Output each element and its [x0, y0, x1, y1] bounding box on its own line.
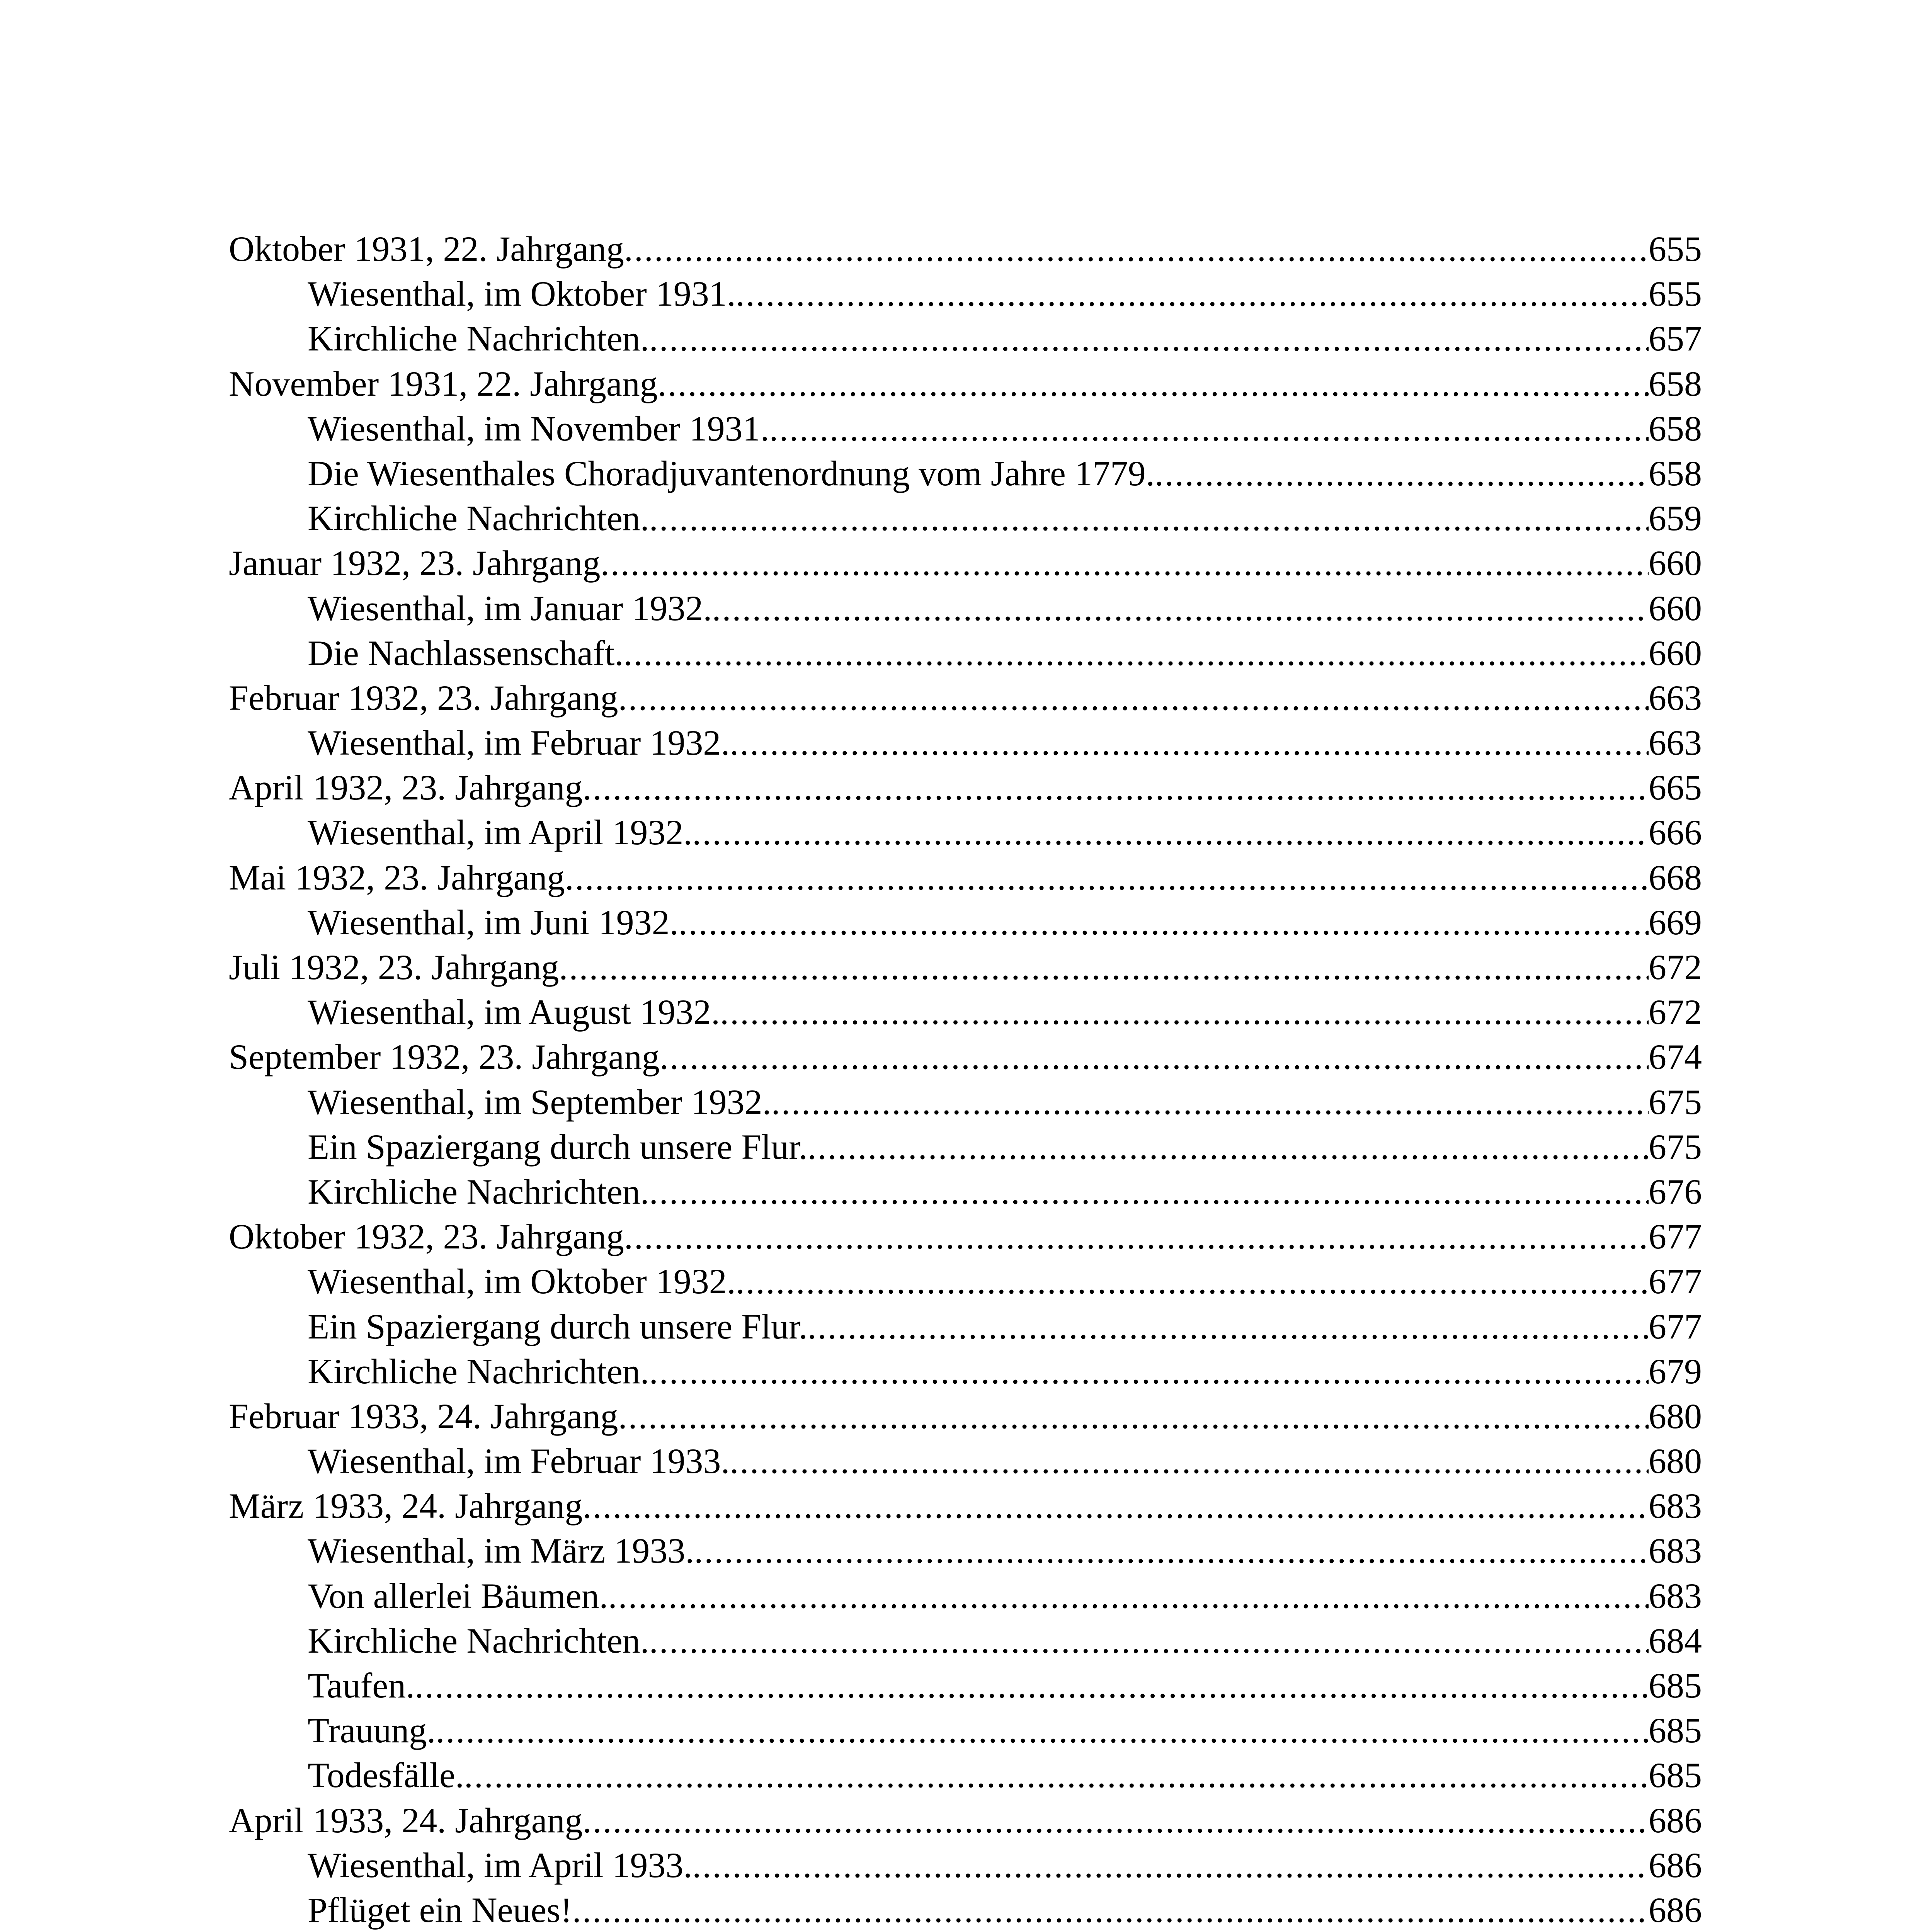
dot-leader — [736, 1259, 1649, 1304]
dot-leader — [601, 541, 1649, 585]
dot-leader — [572, 1888, 1649, 1932]
toc-entry-page: 686 — [1649, 1890, 1702, 1930]
toc-entry-title: Wiesenthal, im April 1933. — [308, 1845, 693, 1885]
dot-leader — [649, 1169, 1649, 1214]
toc-entry-title: Die Nachlassenschaft. — [308, 633, 624, 673]
dot-leader — [415, 1663, 1649, 1708]
toc-entry-page: 659 — [1649, 498, 1702, 538]
toc-entry-title: März 1933, 24. Jahrgang — [229, 1486, 583, 1526]
dot-leader — [618, 1394, 1649, 1439]
toc-entry-title: Oktober 1931, 22. Jahrgang — [229, 229, 624, 269]
dot-leader — [736, 271, 1649, 316]
dot-leader — [583, 1483, 1649, 1528]
toc-entry-title: Oktober 1932, 23. Jahrgang — [229, 1217, 624, 1257]
toc-entry-title: Wiesenthal, im November 1931. — [308, 408, 769, 448]
toc-entry-page: 658 — [1649, 364, 1702, 403]
toc-entry-title: Wiesenthal, im Februar 1932. — [308, 723, 730, 763]
toc-subentry[interactable] — [229, 900, 1702, 945]
toc-subentry[interactable] — [229, 1708, 1702, 1753]
toc-entry-title: November 1931, 22. Jahrgang — [229, 364, 658, 403]
toc-entry-page: 657 — [1649, 319, 1702, 359]
dot-leader — [808, 1124, 1649, 1169]
dot-leader — [559, 945, 1649, 990]
toc-entry-title: September 1932, 23. Jahrgang — [229, 1037, 660, 1077]
toc-subentry[interactable] — [229, 1080, 1702, 1124]
toc-entry[interactable] — [229, 541, 1702, 585]
dot-leader — [618, 675, 1649, 720]
toc-entry-title: Mai 1932, 23. Jahrgang — [229, 857, 565, 897]
dot-leader — [658, 361, 1649, 406]
dot-leader — [464, 1753, 1649, 1798]
toc-entry[interactable] — [229, 1798, 1702, 1843]
toc-entry-title: Wiesenthal, im Oktober 1931. — [308, 274, 736, 314]
toc-entry[interactable] — [229, 855, 1702, 900]
dot-leader — [608, 1573, 1649, 1618]
dot-leader — [692, 1843, 1649, 1888]
toc-entry-title: Ein Spaziergang durch unsere Flur. — [308, 1127, 808, 1167]
toc-entry-title: Von allerlei Bäumen. — [308, 1576, 608, 1616]
dot-leader — [769, 406, 1649, 451]
toc-entry[interactable] — [229, 765, 1702, 810]
toc-subentry[interactable] — [229, 1124, 1702, 1169]
dot-leader — [1155, 451, 1649, 496]
toc-entry-title: Wiesenthal, im Februar 1933. — [308, 1441, 730, 1481]
dot-leader — [694, 1528, 1649, 1573]
toc-subentry[interactable] — [229, 810, 1702, 855]
toc-subentry[interactable] — [229, 1573, 1702, 1618]
toc-subentry[interactable] — [229, 1259, 1702, 1304]
toc-entry-title: Kirchliche Nachrichten. — [308, 319, 649, 359]
toc-subentry[interactable] — [229, 1304, 1702, 1349]
toc-entry-page: 663 — [1649, 723, 1702, 763]
toc-entry-page: 655 — [1649, 274, 1702, 314]
toc-entry-page: 683 — [1649, 1486, 1702, 1526]
toc-subentry[interactable] — [229, 1843, 1702, 1888]
toc-subentry[interactable] — [229, 586, 1702, 631]
dot-leader — [649, 1618, 1649, 1663]
toc-entry-page: 674 — [1649, 1037, 1702, 1077]
toc-entry-title: Wiesenthal, im Januar 1932. — [308, 588, 712, 628]
toc-entry-title: Februar 1932, 23. Jahrgang — [229, 678, 618, 718]
dot-leader — [623, 631, 1649, 675]
toc-entry[interactable] — [229, 1214, 1702, 1259]
toc-entry-title: Pflüget ein Neues! — [308, 1890, 572, 1930]
toc-entry[interactable] — [229, 675, 1702, 720]
toc-entry-title: Wiesenthal, im September 1932. — [308, 1082, 771, 1122]
dot-leader — [565, 855, 1649, 900]
toc-entry-title: Wiesenthal, im April 1932. — [308, 813, 693, 852]
dot-leader — [679, 900, 1649, 945]
toc-subentry[interactable] — [229, 1663, 1702, 1708]
toc-entry-page: 668 — [1649, 857, 1702, 897]
toc-entry-title: Kirchliche Nachrichten. — [308, 1621, 649, 1660]
toc-entry-page: 677 — [1649, 1306, 1702, 1346]
toc-entry-page: 685 — [1649, 1755, 1702, 1795]
dot-leader — [692, 810, 1649, 855]
toc-entry-page: 677 — [1649, 1262, 1702, 1301]
toc-entry-page: 672 — [1649, 992, 1702, 1032]
toc-subentry[interactable] — [229, 271, 1702, 316]
toc-entry-title: Todesfälle. — [308, 1755, 464, 1795]
dot-leader — [583, 765, 1649, 810]
toc-entry-page: 676 — [1649, 1172, 1702, 1211]
toc-entry-page: 683 — [1649, 1576, 1702, 1616]
toc-entry-title: Trauung. — [308, 1711, 436, 1750]
toc-subentry[interactable] — [229, 1618, 1702, 1663]
dot-leader — [624, 226, 1649, 271]
toc-subentry[interactable] — [229, 631, 1702, 675]
dot-leader — [624, 1214, 1649, 1259]
toc-entry-page: 683 — [1649, 1531, 1702, 1571]
toc-entry[interactable] — [229, 361, 1702, 406]
dot-leader — [436, 1708, 1649, 1753]
dot-leader — [730, 1439, 1649, 1483]
toc-entry-page: 658 — [1649, 408, 1702, 448]
toc-entry-title: April 1932, 23. Jahrgang — [229, 768, 583, 808]
toc-entry-title: Januar 1932, 23. Jahrgang — [229, 543, 601, 583]
toc-entry-title: Wiesenthal, im März 1933. — [308, 1531, 694, 1571]
toc-entry-title: Die Wiesenthales Choradjuvantenordnung vom Jahre 1779. — [308, 453, 1155, 493]
toc-entry-page: 666 — [1649, 813, 1702, 852]
toc-entry-title: Taufen. — [308, 1666, 415, 1705]
toc-entry-title: Kirchliche Nachrichten. — [308, 498, 649, 538]
toc-entry-page: 680 — [1649, 1441, 1702, 1481]
toc-entry[interactable] — [229, 945, 1702, 990]
dot-leader — [808, 1304, 1649, 1349]
toc-entry-page: 675 — [1649, 1127, 1702, 1167]
toc-entry-title: Kirchliche Nachrichten. — [308, 1351, 649, 1391]
toc-entry[interactable] — [229, 226, 1702, 271]
dot-leader — [649, 316, 1649, 361]
toc-subentry[interactable] — [229, 990, 1702, 1034]
toc-entry[interactable] — [229, 1034, 1702, 1079]
toc-entry-page: 669 — [1649, 902, 1702, 942]
toc-entry-page: 658 — [1649, 453, 1702, 493]
toc-entry[interactable] — [229, 1483, 1702, 1528]
toc-entry-page: 675 — [1649, 1082, 1702, 1122]
toc-entry-page: 665 — [1649, 768, 1702, 808]
toc-entry-title: Ein Spaziergang durch unsere Flur. — [308, 1306, 808, 1346]
toc-entry-title: Februar 1933, 24. Jahrgang — [229, 1396, 618, 1436]
toc-subentry[interactable] — [229, 1528, 1702, 1573]
toc-entry[interactable] — [229, 1394, 1702, 1439]
toc-entry-title: Kirchliche Nachrichten. — [308, 1172, 649, 1211]
toc-entry-page: 685 — [1649, 1666, 1702, 1705]
toc-subentry[interactable] — [229, 1169, 1702, 1214]
toc-entry-page: 660 — [1649, 633, 1702, 673]
dot-leader — [730, 720, 1649, 765]
dot-leader — [712, 586, 1649, 631]
toc-subentry[interactable] — [229, 1349, 1702, 1394]
toc-entry-page: 672 — [1649, 947, 1702, 987]
toc-entry-title: Wiesenthal, im Juni 1932. — [308, 902, 679, 942]
toc-subentry[interactable] — [229, 1439, 1702, 1483]
toc-subentry[interactable] — [229, 451, 1702, 496]
dot-leader — [583, 1798, 1649, 1843]
toc-entry-page: 684 — [1649, 1621, 1702, 1660]
dot-leader — [720, 990, 1649, 1034]
toc-entry-page: 660 — [1649, 588, 1702, 628]
toc-entry-title: April 1933, 24. Jahrgang — [229, 1800, 583, 1840]
toc-entry-page: 679 — [1649, 1351, 1702, 1391]
toc-subentry[interactable] — [229, 1753, 1702, 1798]
toc-subentry[interactable] — [229, 316, 1702, 361]
toc-entry-page: 660 — [1649, 543, 1702, 583]
toc-entry-page: 685 — [1649, 1711, 1702, 1750]
table-of-contents — [229, 226, 1702, 1932]
toc-subentry[interactable] — [229, 496, 1702, 541]
toc-entry-page: 680 — [1649, 1396, 1702, 1436]
toc-subentry[interactable] — [229, 720, 1702, 765]
toc-entry-page: 686 — [1649, 1845, 1702, 1885]
toc-subentry[interactable] — [229, 1888, 1702, 1932]
toc-entry-title: Juli 1932, 23. Jahrgang — [229, 947, 559, 987]
toc-entry-page: 663 — [1649, 678, 1702, 718]
dot-leader — [649, 1349, 1649, 1394]
toc-subentry[interactable] — [229, 406, 1702, 451]
toc-entry-page: 677 — [1649, 1217, 1702, 1257]
toc-entry-page: 686 — [1649, 1800, 1702, 1840]
dot-leader — [649, 496, 1649, 541]
dot-leader — [771, 1080, 1649, 1124]
toc-entry-page: 655 — [1649, 229, 1702, 269]
toc-entry-title: Wiesenthal, im August 1932. — [308, 992, 720, 1032]
toc-entry-title: Wiesenthal, im Oktober 1932. — [308, 1262, 736, 1301]
dot-leader — [660, 1034, 1649, 1079]
